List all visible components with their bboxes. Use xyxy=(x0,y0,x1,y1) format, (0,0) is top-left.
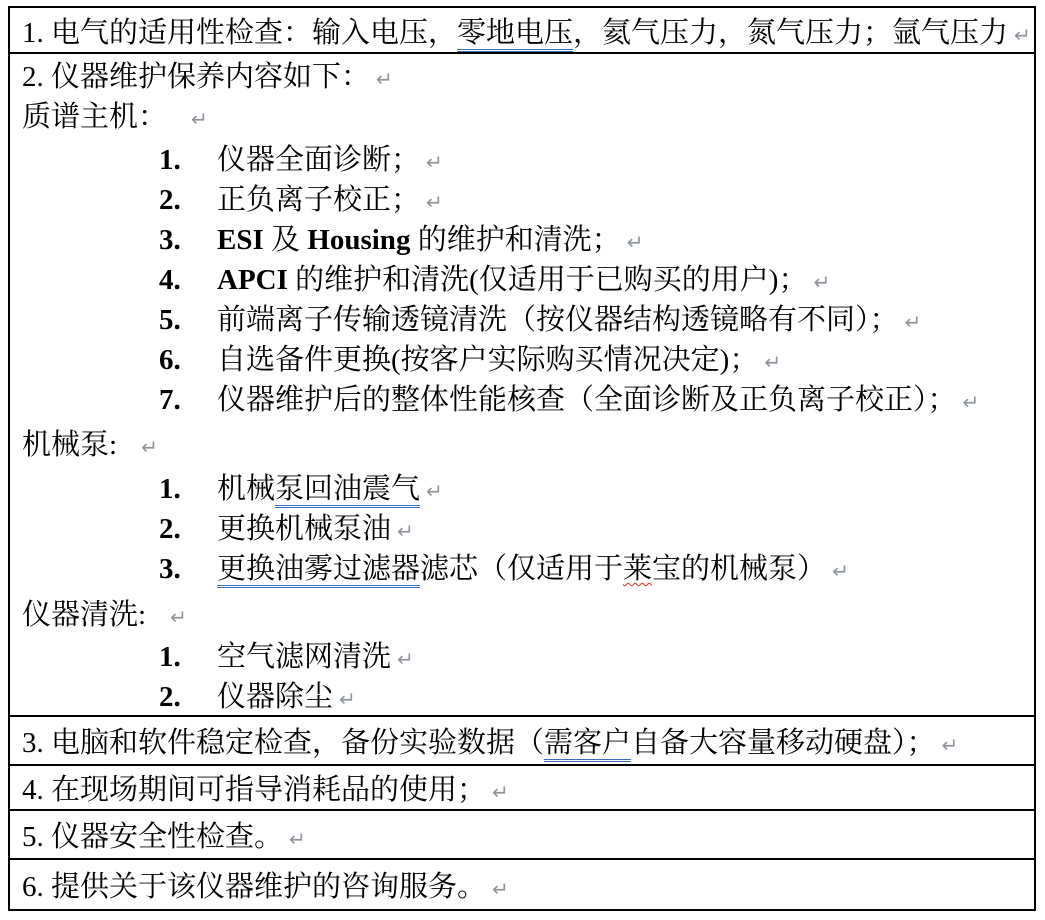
paragraph-mark-icon: ↵ xyxy=(289,827,306,851)
row6-paragraph xyxy=(22,864,509,905)
mass-spec-list xyxy=(22,140,1022,420)
paragraph-mark-icon: ↵ xyxy=(339,687,356,711)
list-number: 2. xyxy=(159,681,181,713)
paragraph-mark-icon: ↵ xyxy=(141,435,158,459)
grammar-underlined-text: 更换油雾过滤器 xyxy=(217,553,420,588)
table-row-safety-check xyxy=(10,809,1034,858)
paragraph-mark-icon: ↵ xyxy=(426,150,443,174)
list-item-text: 仪器除尘 xyxy=(217,681,334,713)
paragraph-mark-icon: ↵ xyxy=(191,107,208,131)
maintenance-service-table xyxy=(8,6,1036,911)
list-item-text-bold: Housing xyxy=(307,224,411,256)
list-number: 4. xyxy=(159,264,181,296)
paragraph-mark-icon: ↵ xyxy=(813,270,831,294)
row3-grammar-underlined-text: 需客户 xyxy=(544,727,631,762)
list-item xyxy=(22,549,1022,589)
list-item-text: 的维护和清洗； xyxy=(410,224,621,256)
list-item-text: 及 xyxy=(263,224,308,256)
paragraph-mark-icon: ↵ xyxy=(832,559,849,583)
list-item xyxy=(22,220,1022,260)
row4-text: 4. 在现场期间可指导消耗品的使用； xyxy=(22,774,487,806)
paragraph-mark-icon: ↵ xyxy=(1014,22,1031,47)
paragraph-mark-icon: ↵ xyxy=(426,190,443,214)
row3-text-post: 自备大容量移动硬盘）； xyxy=(631,727,936,759)
list-item-text: 滤芯（仅适用于 xyxy=(420,553,624,585)
list-item-text: 宝的机械泵） xyxy=(652,553,827,585)
table-row-computer-software-check xyxy=(10,715,1034,764)
row5-paragraph xyxy=(22,814,306,855)
pump-heading-text: 机械泵: xyxy=(22,429,118,461)
row6-text: 6. 提供关于该仪器维护的咨询服务。 xyxy=(22,871,487,903)
list-item-text: 更换机械泵油 xyxy=(217,513,392,545)
list-item-text: 的维护和清洗(仅适用于已购买的用户)； xyxy=(287,264,808,296)
row1-grammar-underlined-text: 零地电压 xyxy=(457,17,573,52)
grammar-underlined-text: 泵回油震气 xyxy=(275,473,420,508)
misspelled-text: 莱 xyxy=(623,553,653,585)
row1-text-post: ，氦气压力，氮气压力；氩气压力 xyxy=(573,16,1009,49)
list-item-text: 机械 xyxy=(217,473,276,505)
paragraph-mark-icon: ↵ xyxy=(941,733,959,757)
list-item xyxy=(22,380,1022,420)
table-row-electrical-check xyxy=(10,8,1034,52)
list-item-text: 正负离子校正； xyxy=(217,184,421,216)
cleaning-heading-line xyxy=(22,595,1022,635)
list-number: 2. xyxy=(159,184,181,216)
list-number: 6. xyxy=(159,344,181,376)
list-number: 3. xyxy=(159,224,181,256)
table-row-consumables-guidance xyxy=(10,764,1034,809)
list-number: 1. xyxy=(159,641,181,673)
list-number: 1. xyxy=(159,473,181,505)
list-item xyxy=(22,637,1022,677)
paragraph-mark-icon: ↵ xyxy=(962,390,980,414)
list-item-text: 空气滤网清洗 xyxy=(217,641,392,673)
paragraph-mark-icon: ↵ xyxy=(397,519,414,543)
list-item xyxy=(22,180,1022,220)
paragraph-mark-icon: ↵ xyxy=(764,350,782,374)
list-item xyxy=(22,340,1022,380)
list-number: 3. xyxy=(159,553,181,585)
paragraph-mark-icon: ↵ xyxy=(904,310,922,334)
row3-text-pre: 3. 电脑和软件稳定检查，备份实验数据（ xyxy=(22,727,545,759)
list-item xyxy=(22,469,1022,509)
row1-text-pre: 1. 电气的适用性检查：输入电压， xyxy=(22,16,458,49)
cleaning-list xyxy=(22,637,1022,715)
list-item xyxy=(22,300,1022,340)
paragraph-mark-icon: ↵ xyxy=(397,647,414,671)
list-item-text-bold: APCI xyxy=(217,264,288,296)
list-item xyxy=(22,677,1022,715)
paragraph-mark-icon: ↵ xyxy=(376,67,393,91)
list-number: 1. xyxy=(159,144,181,176)
cleaning-heading-text: 仪器清洗: xyxy=(22,599,147,631)
paragraph-mark-icon: ↵ xyxy=(492,877,509,901)
list-item-text-bold: ESI xyxy=(217,224,264,256)
list-item-text: 自选备件更换(按客户实际购买情况决定)； xyxy=(217,344,759,376)
list-number: 2. xyxy=(159,513,181,545)
paragraph-mark-icon: ↵ xyxy=(170,605,187,629)
row5-text: 5. 仪器安全性检查。 xyxy=(22,821,284,853)
mass-spec-heading-line xyxy=(22,97,1022,137)
list-item xyxy=(22,140,1022,180)
list-item-text: 前端离子传输透镜清洗（按仪器结构透镜略有不同）； xyxy=(217,304,899,336)
row3-paragraph xyxy=(22,720,958,761)
table-row-consulting-service xyxy=(10,858,1034,909)
mass-spec-heading-text: 质谱主机： xyxy=(22,101,168,133)
pump-heading-line xyxy=(22,425,1022,465)
row4-paragraph xyxy=(22,767,509,808)
paragraph-mark-icon: ↵ xyxy=(492,780,509,804)
row2-intro-text: 2. 仪器维护保养内容如下： xyxy=(22,61,371,93)
list-item xyxy=(22,509,1022,549)
list-number: 7. xyxy=(159,384,181,416)
row1-paragraph xyxy=(22,10,1031,51)
table-row-maintenance-content xyxy=(10,52,1034,715)
paragraph-mark-icon: ↵ xyxy=(626,230,644,254)
pump-list xyxy=(22,469,1022,589)
list-item-text: 仪器全面诊断； xyxy=(217,144,421,176)
paragraph-mark-icon: ↵ xyxy=(426,479,443,503)
list-number: 5. xyxy=(159,304,181,336)
list-item xyxy=(22,260,1022,300)
row2-intro-line xyxy=(22,57,1022,97)
list-item-text: 仪器维护后的整体性能核查（全面诊断及正负离子校正）； xyxy=(217,384,957,416)
